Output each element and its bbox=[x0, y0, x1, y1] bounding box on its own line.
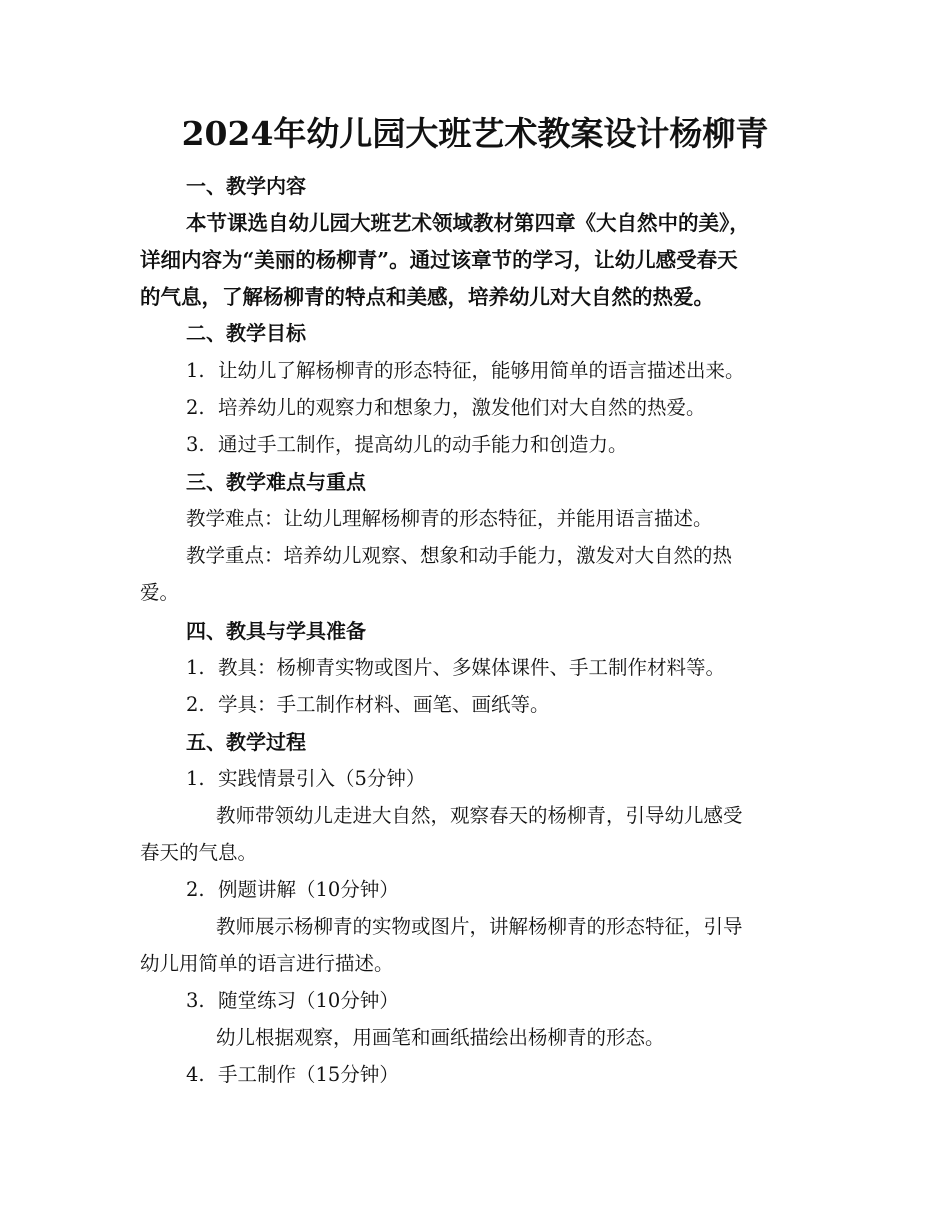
focus-text-line-2: 爱。 bbox=[140, 581, 180, 604]
focus-text-line-1: 教学重点：培养幼儿观察、想象和动手能力，激发对大自然的热 bbox=[186, 544, 733, 567]
content-para-line-1: 本节课选自幼儿园大班艺术领域教材第四章《大自然中的美》， bbox=[186, 211, 750, 235]
process-step-4 bbox=[186, 1060, 399, 1090]
item-number: 1. bbox=[186, 656, 205, 679]
item-text: 教具：杨柳青实物或图片、多媒体课件、手工制作材料等。 bbox=[218, 656, 726, 679]
section-heading-process: 五、教学过程 bbox=[186, 730, 306, 754]
item-text: 学具：手工制作材料、画笔、画纸等。 bbox=[218, 693, 550, 716]
difficulty-text: 教学难点：让幼儿理解杨柳青的形态特征，并能用语言描述。 bbox=[186, 507, 713, 530]
item-number: 2. bbox=[186, 878, 205, 901]
item-number: 2. bbox=[186, 396, 205, 419]
item-number: 3. bbox=[186, 433, 205, 456]
process-step-2-desc-line-2: 幼儿用简单的语言进行描述。 bbox=[140, 952, 394, 975]
item-number: 4. bbox=[186, 1063, 205, 1086]
section-heading-objectives: 二、教学目标 bbox=[186, 321, 306, 345]
item-number: 2. bbox=[186, 693, 205, 716]
item-text: 例题讲解（10分钟） bbox=[218, 878, 399, 901]
document-title: 2024年幼儿园大班艺术教案设计杨柳青 bbox=[181, 114, 769, 153]
item-text: 培养幼儿的观察力和想象力，激发他们对大自然的热爱。 bbox=[218, 396, 706, 419]
process-step-2-desc-line-1: 教师展示杨柳青的实物或图片，讲解杨柳青的形态特征，引导 bbox=[216, 915, 743, 938]
item-text: 通过手工制作，提高幼儿的动手能力和创造力。 bbox=[218, 433, 628, 456]
item-number: 3. bbox=[186, 989, 205, 1012]
item-number: 1. bbox=[186, 359, 205, 382]
item-text: 实践情景引入（5分钟） bbox=[218, 767, 426, 790]
process-step-3-desc-line-1: 幼儿根据观察，用画笔和画纸描绘出杨柳青的形态。 bbox=[216, 1026, 665, 1049]
materials-item-1 bbox=[186, 653, 725, 683]
content-para-line-2: 详细内容为“美丽的杨柳青”。通过该章节的学习，让幼儿感受春天 bbox=[140, 248, 738, 272]
content-para-line-3: 的气息，了解杨柳青的特点和美感，培养幼儿对大自然的热爱。 bbox=[140, 285, 714, 309]
item-number: 1. bbox=[186, 767, 205, 790]
item-text: 手工制作（15分钟） bbox=[218, 1063, 399, 1086]
section-heading-materials: 四、教具与学具准备 bbox=[186, 619, 366, 643]
item-text: 随堂练习（10分钟） bbox=[218, 989, 399, 1012]
item-text: 让幼儿了解杨柳青的形态特征，能够用简单的语言描述出来。 bbox=[218, 359, 745, 382]
objective-item-1 bbox=[186, 356, 745, 386]
section-heading-content: 一、教学内容 bbox=[186, 174, 306, 198]
process-step-2 bbox=[186, 875, 399, 905]
objective-item-2 bbox=[186, 393, 706, 423]
process-step-1-desc-line-1: 教师带领幼儿走进大自然，观察春天的杨柳青，引导幼儿感受 bbox=[216, 804, 743, 827]
materials-item-2 bbox=[186, 690, 550, 720]
process-step-1-desc-line-2: 春天的气息。 bbox=[140, 841, 258, 864]
process-step-1 bbox=[186, 764, 425, 794]
section-heading-difficulty-focus: 三、教学难点与重点 bbox=[186, 470, 366, 494]
process-step-3 bbox=[186, 986, 399, 1016]
objective-item-3 bbox=[186, 430, 628, 460]
